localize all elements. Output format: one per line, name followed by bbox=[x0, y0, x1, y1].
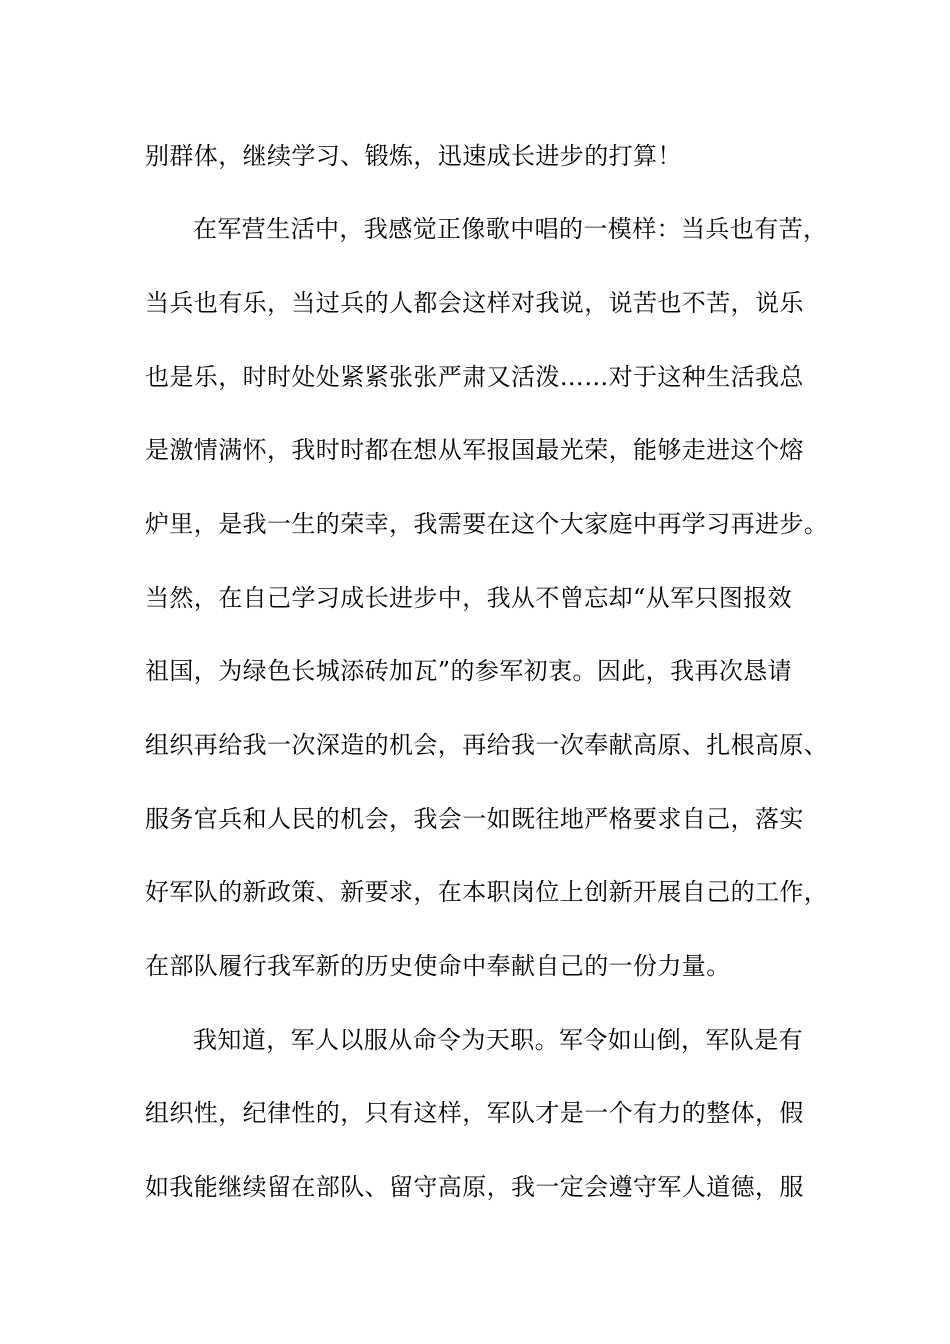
text-line-9: 组织再给我一次深造的机会，再给我一次奉献高原、扎根高原、 bbox=[145, 731, 829, 759]
text-line-2: 在军营生活中，我感觉正像歌中唱的一模样：当兵也有苦， bbox=[193, 215, 828, 243]
text-line-14: 组织性，纪律性的，只有这样，军队才是一个有力的整体，假 bbox=[145, 1099, 804, 1127]
text-line-13: 我知道，军人以服从命令为天职。军令如山倒，军队是有 bbox=[193, 1026, 803, 1054]
text-line-6: 炉里，是我一生的荣幸，我需要在这个大家庭中再学习再进步。 bbox=[145, 510, 829, 538]
text-line-4: 也是乐，时时处处紧紧张张严肃又活泼……对于这种生活我总 bbox=[145, 363, 804, 391]
text-line-15: 如我能继续留在部队、留守高原，我一定会遵守军人道德，服 bbox=[145, 1173, 804, 1201]
text-line-1: 别群体，继续学习、锻炼，迅速成长进步的打算！ bbox=[145, 142, 682, 170]
text-line-7: 当然，在自己学习成长进步中，我从不曾忘却“从军只图报效 bbox=[145, 584, 793, 612]
text-line-12: 在部队履行我军新的历史使命中奉献自己的一份力量。 bbox=[145, 952, 731, 980]
text-line-11: 好军队的新政策、新要求，在本职岗位上创新开展自己的工作， bbox=[145, 878, 829, 906]
text-line-3: 当兵也有乐，当过兵的人都会这样对我说，说苦也不苦，说乐 bbox=[145, 289, 804, 317]
text-line-5: 是激情满怀，我时时都在想从军报国最光荣，能够走进这个熔 bbox=[145, 436, 804, 464]
text-line-8: 祖国，为绿色长城添砖加瓦”的参军初衷。因此，我再次恳请 bbox=[145, 657, 793, 685]
text-line-10: 服务官兵和人民的机会，我会一如既往地严格要求自己，落实 bbox=[145, 805, 804, 833]
